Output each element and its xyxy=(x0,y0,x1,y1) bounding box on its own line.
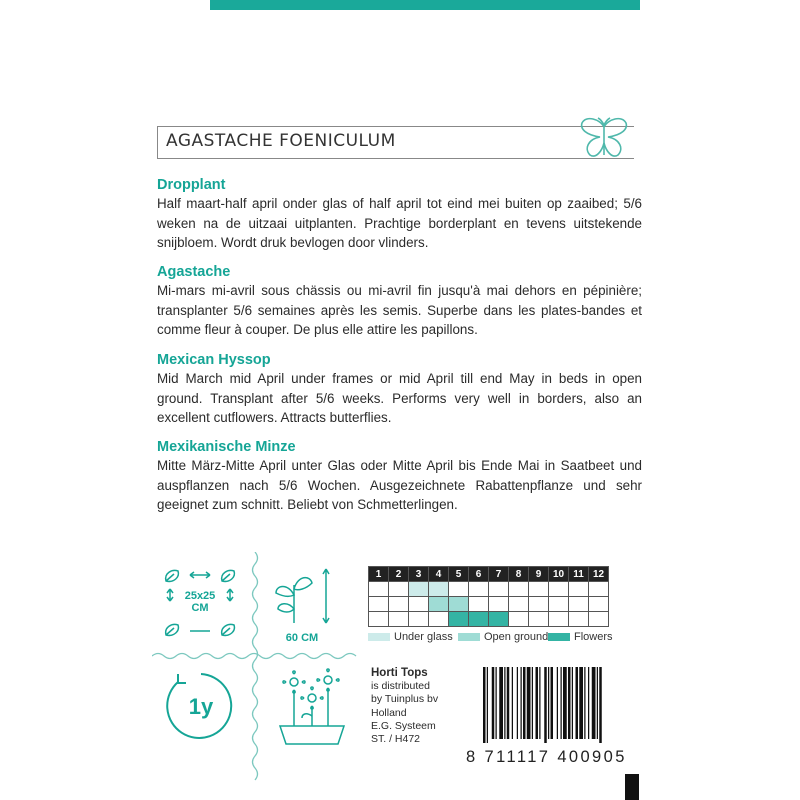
barcode-bar xyxy=(532,667,533,739)
distributor-info xyxy=(371,667,438,746)
legend-label: Flowers xyxy=(574,631,613,643)
calendar-cell xyxy=(429,597,449,612)
calendar-cell xyxy=(369,612,389,627)
plant-height-icon xyxy=(270,565,340,629)
calendar-cell xyxy=(369,582,389,597)
section-text: Half maart-half april onder glas of half april tot eind mei buiten op zaaibed; 5/6 weken na de uitzaai uitplanten. Prachtige borderplant en tevens uitstekende snijbloem. Wordt druk bevlogen door vlinders. xyxy=(157,196,642,250)
barcode-bar xyxy=(544,667,547,743)
lifecycle-label: 1y xyxy=(188,694,214,719)
section-text: Mitte März-Mitte April unter Glas oder Mitte April bis Ende Mai in Saatbeet und auspflanzen nach 5/6 Wochen. Ausgezeichnete Rabattenpflanze und sehr geeignet zum schnitt. Beliebt von Schmetterlingen. xyxy=(157,458,642,512)
calendar-cell xyxy=(369,597,389,612)
calendar-cell xyxy=(469,597,489,612)
calendar-cell xyxy=(529,597,549,612)
legend-flowers xyxy=(548,631,613,643)
barcode-bar xyxy=(551,667,554,739)
barcode-bar xyxy=(572,667,573,739)
month-header: 9 xyxy=(529,567,549,582)
title-box xyxy=(157,126,634,159)
calendar-cell xyxy=(549,612,569,627)
calendar-cell xyxy=(489,582,509,597)
vertical-divider xyxy=(248,552,262,784)
calendar-cell xyxy=(549,597,569,612)
section-heading: Dropplant xyxy=(157,177,226,193)
calendar-cell xyxy=(569,582,589,597)
section-heading: Mexican Hyssop xyxy=(157,352,271,368)
calendar-cell xyxy=(409,612,429,627)
calendar-cell xyxy=(449,582,469,597)
calendar-cell xyxy=(469,612,489,627)
calendar-cell xyxy=(409,582,429,597)
section-text: Mi-mars mi-avril sous chässis ou mi-avril fin jusqu'à mai dehors en pépinière; transplanter 5/6 semaines après les semis. Superbe dans les plates-bandes et comme fleur à couper. De plus elle attire les papillons. xyxy=(157,283,642,337)
spacing-unit: CM xyxy=(191,602,209,614)
spacing-label xyxy=(178,590,222,614)
section-dutch xyxy=(157,176,642,253)
month-header: 10 xyxy=(549,567,569,582)
barcode-number: 8 711117 400905 xyxy=(466,748,627,766)
barcode-bar xyxy=(487,667,488,743)
section-french xyxy=(157,263,642,340)
calendar-cell xyxy=(489,612,509,627)
calendar-cell xyxy=(509,582,529,597)
barcode-bar xyxy=(521,667,522,739)
barcode-bar xyxy=(523,667,526,739)
barcode-bar xyxy=(561,667,562,739)
barcode-bar xyxy=(592,667,596,739)
legend-label: Under glass xyxy=(394,631,453,643)
calendar-cell xyxy=(569,612,589,627)
barcode-bar xyxy=(504,667,505,739)
barcode-bar xyxy=(588,667,589,739)
flower-pot-icon xyxy=(272,668,352,748)
calendar-cell xyxy=(589,597,609,612)
calendar-cell xyxy=(589,582,609,597)
month-header: 1 xyxy=(369,567,389,582)
barcode-bar xyxy=(539,667,540,739)
barcode-bar xyxy=(499,667,503,739)
calendar-cell xyxy=(529,582,549,597)
calendar-cell xyxy=(509,612,529,627)
barcode-bar xyxy=(557,667,558,739)
barcode-bar xyxy=(517,667,518,739)
calendar-cell xyxy=(409,597,429,612)
horizontal-divider xyxy=(152,649,362,663)
butterfly-icon xyxy=(574,115,634,167)
section-text: Mid March mid April under frames or mid April till end May in beds in open ground. Transplant after 5/6 weeks. Performs very well in borders, also an excellent cutflowers. Attracts butterflies. xyxy=(157,371,642,425)
barcode-bar xyxy=(584,667,585,739)
calendar-cell xyxy=(389,612,409,627)
legend-label: Open ground xyxy=(484,631,549,643)
month-header: 7 xyxy=(489,567,509,582)
month-header: 2 xyxy=(389,567,409,582)
section-english xyxy=(157,351,642,428)
barcode-bar xyxy=(579,667,583,739)
calendar-cell xyxy=(489,597,509,612)
distributor-line: ST. / H472 xyxy=(371,733,421,746)
barcode-bar xyxy=(483,667,486,743)
section-german xyxy=(157,438,642,515)
calendar-cell xyxy=(509,597,529,612)
barcode-bar xyxy=(512,667,513,739)
calendar-cell xyxy=(449,612,469,627)
height-label: 60 CM xyxy=(285,632,319,644)
month-header: 5 xyxy=(449,567,469,582)
calendar-cell xyxy=(549,582,569,597)
calendar-cell xyxy=(449,597,469,612)
month-header: 12 xyxy=(589,567,609,582)
barcode-bar xyxy=(496,667,497,739)
brand-name: Horti Tops xyxy=(371,667,428,679)
calendar-cell xyxy=(429,612,449,627)
month-header: 8 xyxy=(509,567,529,582)
calendar-cell xyxy=(389,597,409,612)
barcode-bar xyxy=(548,667,549,739)
barcode-bar xyxy=(599,667,602,743)
barcode-bar xyxy=(536,667,539,739)
sowing-calendar xyxy=(368,566,609,627)
month-header: 6 xyxy=(469,567,489,582)
calendar-cell xyxy=(469,582,489,597)
month-header: 11 xyxy=(569,567,589,582)
distributor-line: is distributed xyxy=(371,680,430,693)
product-title: AGASTACHE FOENICULUM xyxy=(166,131,396,151)
barcode-bar xyxy=(563,667,567,739)
calendar-cell xyxy=(589,612,609,627)
legend-open-ground xyxy=(458,631,548,643)
distributor-line: by Tuinplus bv xyxy=(371,693,439,706)
corner-mark xyxy=(625,774,639,800)
calendar-cell xyxy=(529,612,549,627)
barcode-bar xyxy=(597,667,598,739)
barcode-bar xyxy=(507,667,510,739)
calendar-cell xyxy=(389,582,409,597)
month-header: 3 xyxy=(409,567,429,582)
barcode-bar xyxy=(527,667,531,739)
distributor-line: Holland xyxy=(371,706,407,719)
barcode-bar xyxy=(492,667,495,739)
legend-under-glass xyxy=(368,631,453,643)
barcode-bar xyxy=(568,667,571,739)
section-heading: Agastache xyxy=(157,264,231,280)
barcode xyxy=(481,667,641,743)
barcode-bar xyxy=(576,667,579,739)
spacing-value: 25x25 xyxy=(184,590,216,602)
month-header: 4 xyxy=(429,567,449,582)
section-heading: Mexikanische Minze xyxy=(157,439,296,455)
top-color-bar xyxy=(210,0,640,10)
calendar-cell xyxy=(429,582,449,597)
distributor-line: E.G. Systeem xyxy=(371,719,436,732)
calendar-cell xyxy=(569,597,589,612)
